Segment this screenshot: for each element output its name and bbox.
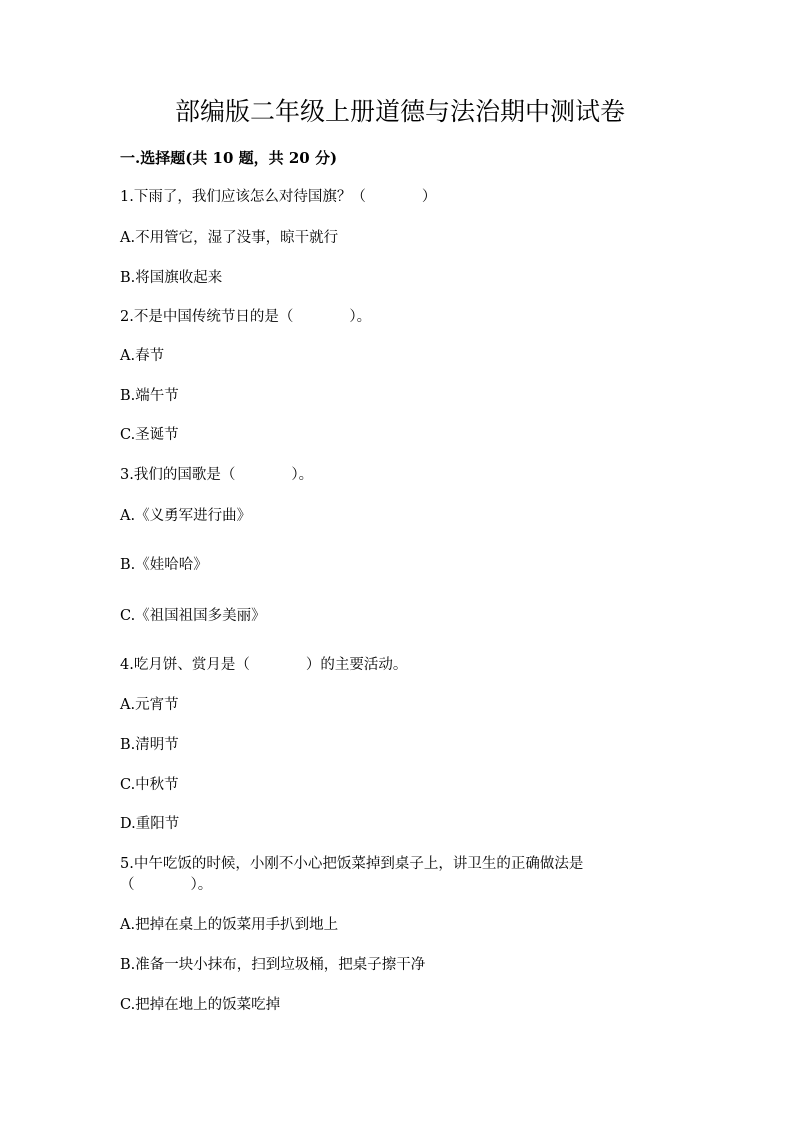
- option-5b: B.准备一块小抹布，扫到垃圾桶，把桌子擦干净: [120, 957, 426, 973]
- question-1-stem: [120, 186, 436, 208]
- option-1a: A.不用管它，湿了没事，晾干就行: [120, 230, 339, 246]
- option-2a: A.春节: [120, 348, 165, 364]
- option-3b: B.《娃哈哈》: [120, 557, 208, 573]
- option-1b: B.将国旗收起来: [120, 270, 223, 286]
- option-3a: A.《义勇军进行曲》: [120, 508, 252, 524]
- option-4c: C.中秋节: [120, 777, 179, 793]
- page-title: 部编版二年级上册道德与法治期中测试卷: [174, 97, 625, 126]
- option-4a: A.元宵节: [120, 697, 179, 713]
- question-stem-text: ）。: [190, 877, 213, 893]
- section-heading: 一.选择题(共 10 题，共 20 分): [120, 149, 338, 167]
- question-stem-text: 1.下雨了，我们应该怎么对待国旗？（: [120, 189, 366, 205]
- question-stem-text: （: [120, 877, 135, 893]
- question-stem-text: ）。: [291, 467, 314, 483]
- option-2b: B.端午节: [120, 388, 179, 404]
- question-3-stem: [120, 464, 313, 486]
- question-5-stem-line2: [120, 874, 212, 896]
- option-5a: A.把掉在桌上的饭菜用手扒到地上: [120, 917, 339, 933]
- option-4d: D.重阳节: [120, 816, 180, 832]
- option-4b: B.清明节: [120, 737, 179, 753]
- question-stem-text: 4.吃月饼、赏月是（: [120, 657, 250, 673]
- option-2c: C.圣诞节: [120, 427, 179, 443]
- option-3c: C.《祖国祖国多美丽》: [120, 608, 266, 624]
- option-5c: C.把掉在地上的饭菜吃掉: [120, 997, 281, 1013]
- question-4-stem: [120, 654, 407, 676]
- question-stem-text: ）: [421, 189, 437, 205]
- question-2-stem: [120, 306, 371, 328]
- question-5-stem-line1: 5.中午吃饭的时候，小刚不小心把饭菜掉到桌子上，讲卫生的正确做法是: [120, 856, 584, 872]
- question-stem-text: 2.不是中国传统节日的是（: [120, 309, 294, 325]
- question-stem-text: ）的主要活动。: [305, 657, 408, 673]
- question-stem-text: 3.我们的国歌是（: [120, 467, 236, 483]
- question-stem-text: ）。: [349, 309, 372, 325]
